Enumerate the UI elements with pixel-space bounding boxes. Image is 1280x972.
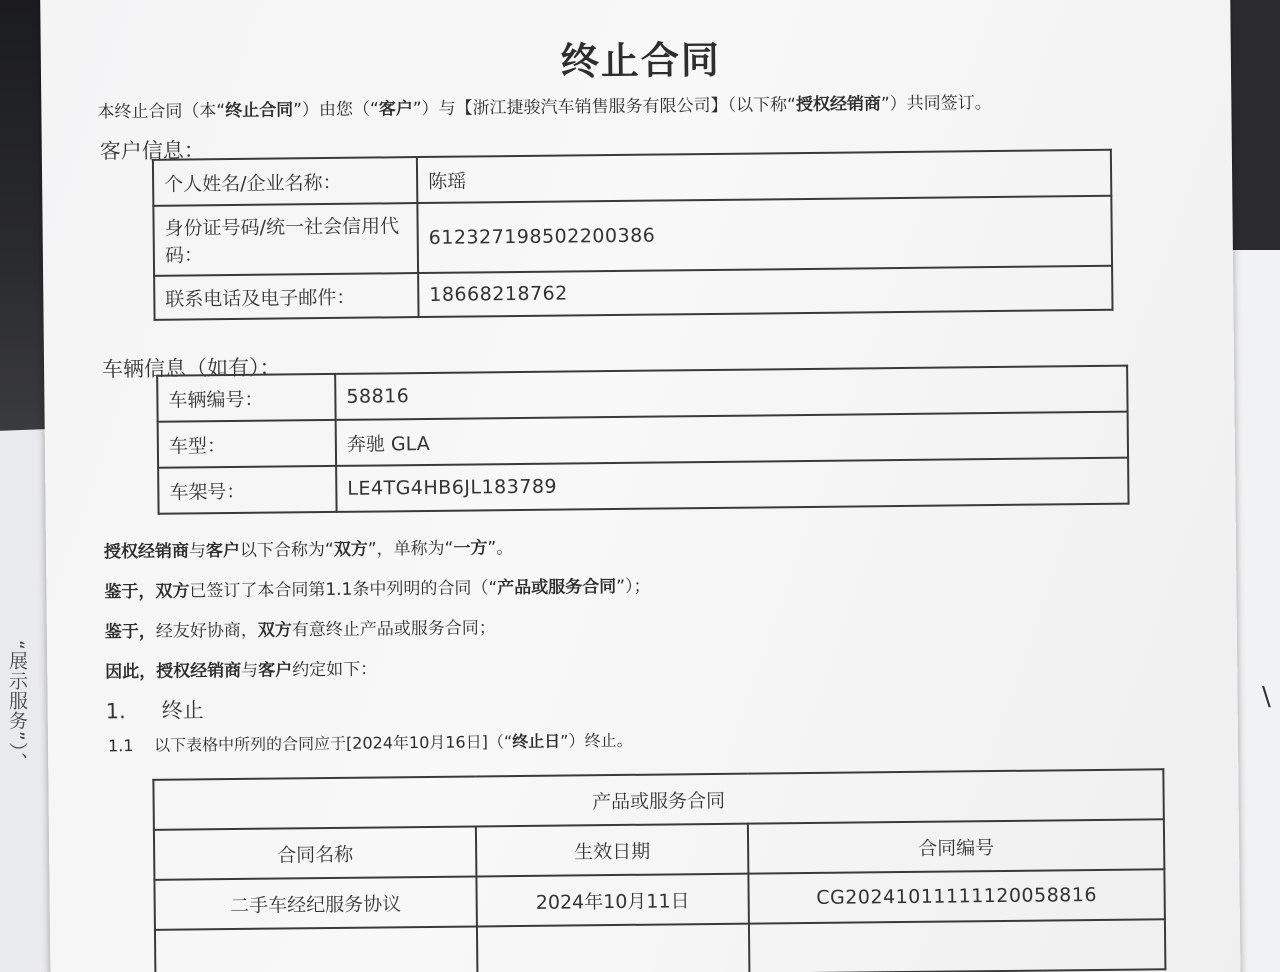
customer-name-label: 个人姓名/企业名称： [153, 157, 417, 206]
cell-contract-number [749, 919, 1166, 972]
column-header-contract-number: 合同编号 [748, 819, 1165, 873]
therefore-paragraph: 因此，授权经销商与客户约定如下： [105, 659, 378, 683]
cell-effective-date: 2024年10月11日 [476, 874, 749, 927]
underlying-sheet-mark: \ [1262, 682, 1271, 712]
cell-contract-name [155, 926, 478, 972]
customer-id-value: 612327198502200386 [417, 196, 1112, 273]
customer-contact-value: 18668218762 [418, 266, 1112, 317]
underlying-sheet-text: “展示服务”）、 [6, 640, 28, 773]
table-row [153, 196, 1112, 276]
parties-paragraph: 授权经销商与客户以下合称为“双方”，单称为“一方”。 [103, 538, 514, 563]
customer-section-heading: 客户信息： [99, 138, 205, 164]
customer-name-value: 陈瑶 [417, 150, 1111, 203]
document-page [40, 0, 1241, 972]
cell-contract-number: CG20241011111120058816 [748, 869, 1165, 923]
customer-info-table [152, 149, 1114, 321]
clause-1-1: 1.1 以下表格中所列的合同应于[2024年10月16日]（“终止日”）终止。 [107, 730, 633, 756]
clause-1-title: 终止 [161, 698, 204, 723]
vehicle-vin-label: 车架号： [158, 466, 336, 514]
column-header-contract-name: 合同名称 [154, 826, 477, 879]
vehicle-number-label: 车辆编号： [157, 374, 335, 422]
vehicle-model-value: 奔驰 GLA [336, 412, 1128, 466]
clause-1-heading [105, 694, 203, 725]
cell-contract-name: 二手车经纪服务协议 [154, 876, 477, 929]
whereas-paragraph-1: 鉴于，双方已签订了本合同第1.1条中列明的合同（“产品或服务合同”）； [104, 576, 651, 603]
clause-1-number: 1. [105, 699, 126, 724]
customer-id-label: 身份证号码/统一社会信用代码： [153, 203, 418, 276]
whereas-paragraph-2: 鉴于，经友好协商，双方有意终止产品或服务合同； [104, 618, 496, 643]
table-row [158, 458, 1128, 514]
intro-paragraph: 本终止合同（本“终止合同”）由您（“客户”）与【浙江捷骏汽车销售服务有限公司】（以下称“授权经销商”）共同签订。 [97, 93, 992, 123]
vehicle-info-table [156, 365, 1129, 515]
vehicle-section-heading: 车辆信息（如有）： [101, 355, 281, 382]
vehicle-number-value: 58816 [335, 366, 1127, 420]
customer-contact-label: 联系电话及电子邮件： [154, 273, 418, 320]
table-row [154, 266, 1112, 320]
clause-1-1-number: 1.1 [107, 736, 134, 756]
vehicle-model-label: 车型： [158, 420, 336, 468]
document-title: 终止合同 [560, 37, 722, 84]
vehicle-vin-value: LE4TG4HB6JL183789 [336, 458, 1128, 512]
column-header-effective-date: 生效日期 [476, 824, 749, 877]
contracts-table [152, 768, 1166, 972]
contracts-table-caption: 产品或服务合同 [153, 769, 1163, 830]
cell-effective-date [477, 924, 750, 972]
